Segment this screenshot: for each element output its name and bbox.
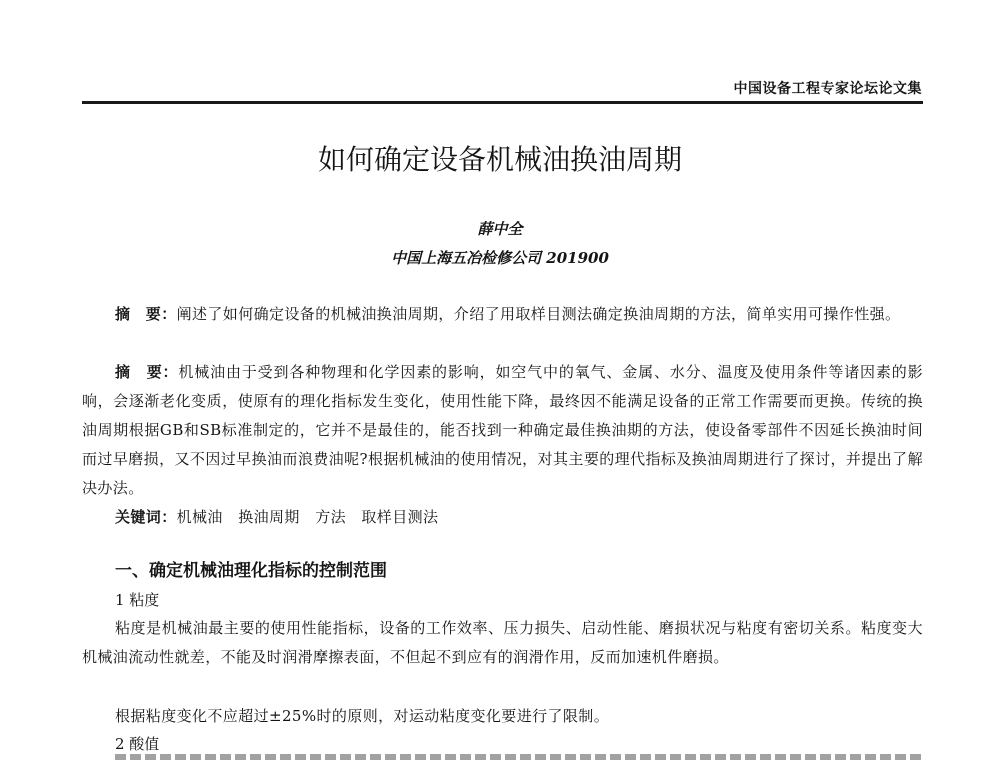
body-paragraph: 粘度是机械油最主要的使用性能指标，设备的工作效率、压力损失、启动性能、磨损状况与粘度有密切关系。粘度变大机械油流动性就差，不能及时润滑摩擦表面，不但起不到应有的润滑作用，反而加速机件磨损。 xyxy=(82,619,923,666)
header-rule xyxy=(82,101,923,104)
abstract-short xyxy=(82,300,923,329)
author-name: 薛中全 xyxy=(477,220,523,238)
running-header: 中国设备工程专家论坛论文集 xyxy=(733,81,922,97)
author-affiliation: 中国上海五冶检修公司 201900 xyxy=(391,249,609,267)
subsection-viscosity: 1 粘度 xyxy=(115,591,160,609)
section-heading: 一、确定机械油理化指标的控制范围 xyxy=(115,561,387,581)
subsection-acid-value: 2 酸值 xyxy=(115,735,160,753)
keywords-text: 机械油 换油周期 方法 取样目测法 xyxy=(176,508,439,526)
abstract-label: 摘 要： xyxy=(115,363,179,381)
body-paragraph: 根据粘度变化不应超过±25%时的原则，对运动粘度变化要进行了限制。 xyxy=(115,707,610,725)
article-title: 如何确定设备机械油换油周期 xyxy=(317,143,682,176)
abstract-long-text: 机械油由于受到各种物理和化学因素的影响，如空气中的氧气、金属、水分、温度及使用条件等诸因素的影响，会逐渐老化变质，使原有的理化指标发生变化，使用性能下降，最终因不能满足设备的正常工作需要而更换。传统的换油周期根据GB和SB标准制定的，它并不是最佳的，能否找到一种确定最佳换油期的方法，使设备零部件不因延长换油时间而过早磨损，又不因过早换油而浪费油呢?根据机械油的使用情况，对其主要的理代指标及换油周期进行了探讨，并提出了解决办法。 xyxy=(82,363,923,497)
keywords-label: 关键词： xyxy=(115,508,177,526)
truncated-text-line xyxy=(115,754,921,760)
abstract-long xyxy=(82,358,923,503)
keywords xyxy=(82,503,923,532)
abstract-short-text: 阐述了如何确定设备的机械油换油周期，介绍了用取样目测法确定换油周期的方法，简单实用可操作性强。 xyxy=(176,305,901,323)
abstract-label: 摘 要： xyxy=(115,305,177,323)
